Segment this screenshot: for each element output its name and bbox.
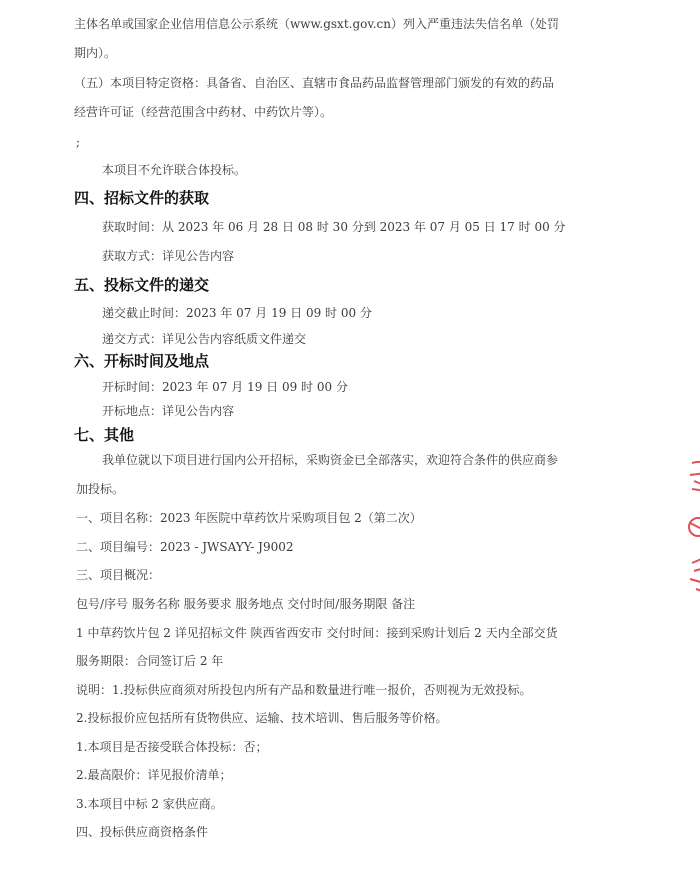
list-item: 2.最高限价：详见报价清单；: [76, 768, 232, 782]
list-item: 3.本项目中标 2 家供应商。: [76, 797, 223, 811]
paragraph-line: 主体名单或国家企业信用信息公示系统（www.gsxt.gov.cn）列入严重违法失信名单（处罚: [74, 17, 559, 31]
field-line: 递交方式：详见公告内容纸质文件递交: [102, 332, 307, 346]
section-heading: 五、投标文件的递交: [74, 276, 210, 294]
note-line: 说明：1.投标供应商须对所投包内所有产品和数量进行唯一报价，否则视为无效投标。: [76, 683, 532, 697]
list-item: 三、项目概况：: [76, 568, 161, 582]
list-item: 1.本项目是否接受联合体投标：否；: [76, 740, 268, 754]
section-heading: 七、其他: [74, 426, 135, 444]
red-seal-stamp: [676, 455, 700, 605]
table-header: 包号/序号 服务名称 服务要求 服务地点 交付时间/服务期限 备注: [76, 597, 416, 611]
list-item: 四、投标供应商资格条件: [76, 825, 209, 839]
paragraph-line: 期内）。: [74, 46, 117, 60]
field-line: 获取方式：详见公告内容: [102, 249, 235, 263]
table-row: 1 中草药饮片包 2 详见招标文件 陕西省西安市 交付时间：接到采购计划后 2 天内全部交货: [76, 626, 558, 640]
field-line: 开标时间：2023 年 07 月 19 日 09 时 00 分: [102, 380, 348, 394]
paragraph-line: ;: [76, 135, 81, 149]
field-line: 获取时间：从 2023 年 06 月 28 日 08 时 30 分到 2023 年 07 月 05 日 17 时 00 分: [102, 220, 566, 234]
section-heading: 四、招标文件的获取: [74, 189, 210, 207]
table-row: 服务期限：合同签订后 2 年: [76, 654, 224, 668]
paragraph-line: 我单位就以下项目进行国内公开招标，采购资金已全部落实，欢迎符合条件的供应商参: [102, 453, 559, 467]
list-item: 二、项目编号：2023 - JWSAYY- J9002: [76, 540, 294, 554]
paragraph-line: 加投标。: [76, 482, 125, 496]
list-item: 一、项目名称：2023 年医院中草药饮片采购项目包 2（第二次）: [76, 511, 422, 525]
paragraph-line: 本项目不允许联合体投标。: [102, 163, 247, 177]
field-line: 开标地点：详见公告内容: [102, 404, 235, 418]
section-heading: 六、开标时间及地点: [74, 352, 210, 370]
field-line: 递交截止时间：2023 年 07 月 19 日 09 时 00 分: [102, 306, 372, 320]
note-line: 2.投标报价应包括所有货物供应、运输、技术培训、售后服务等价格。: [76, 711, 448, 725]
paragraph-line: （五）本项目特定资格：具备省、自治区、直辖市食品药品监督管理部门颁发的有效的药品: [74, 76, 555, 90]
paragraph-line: 经营许可证（经营范围含中药材、中药饮片等）。: [74, 105, 333, 119]
